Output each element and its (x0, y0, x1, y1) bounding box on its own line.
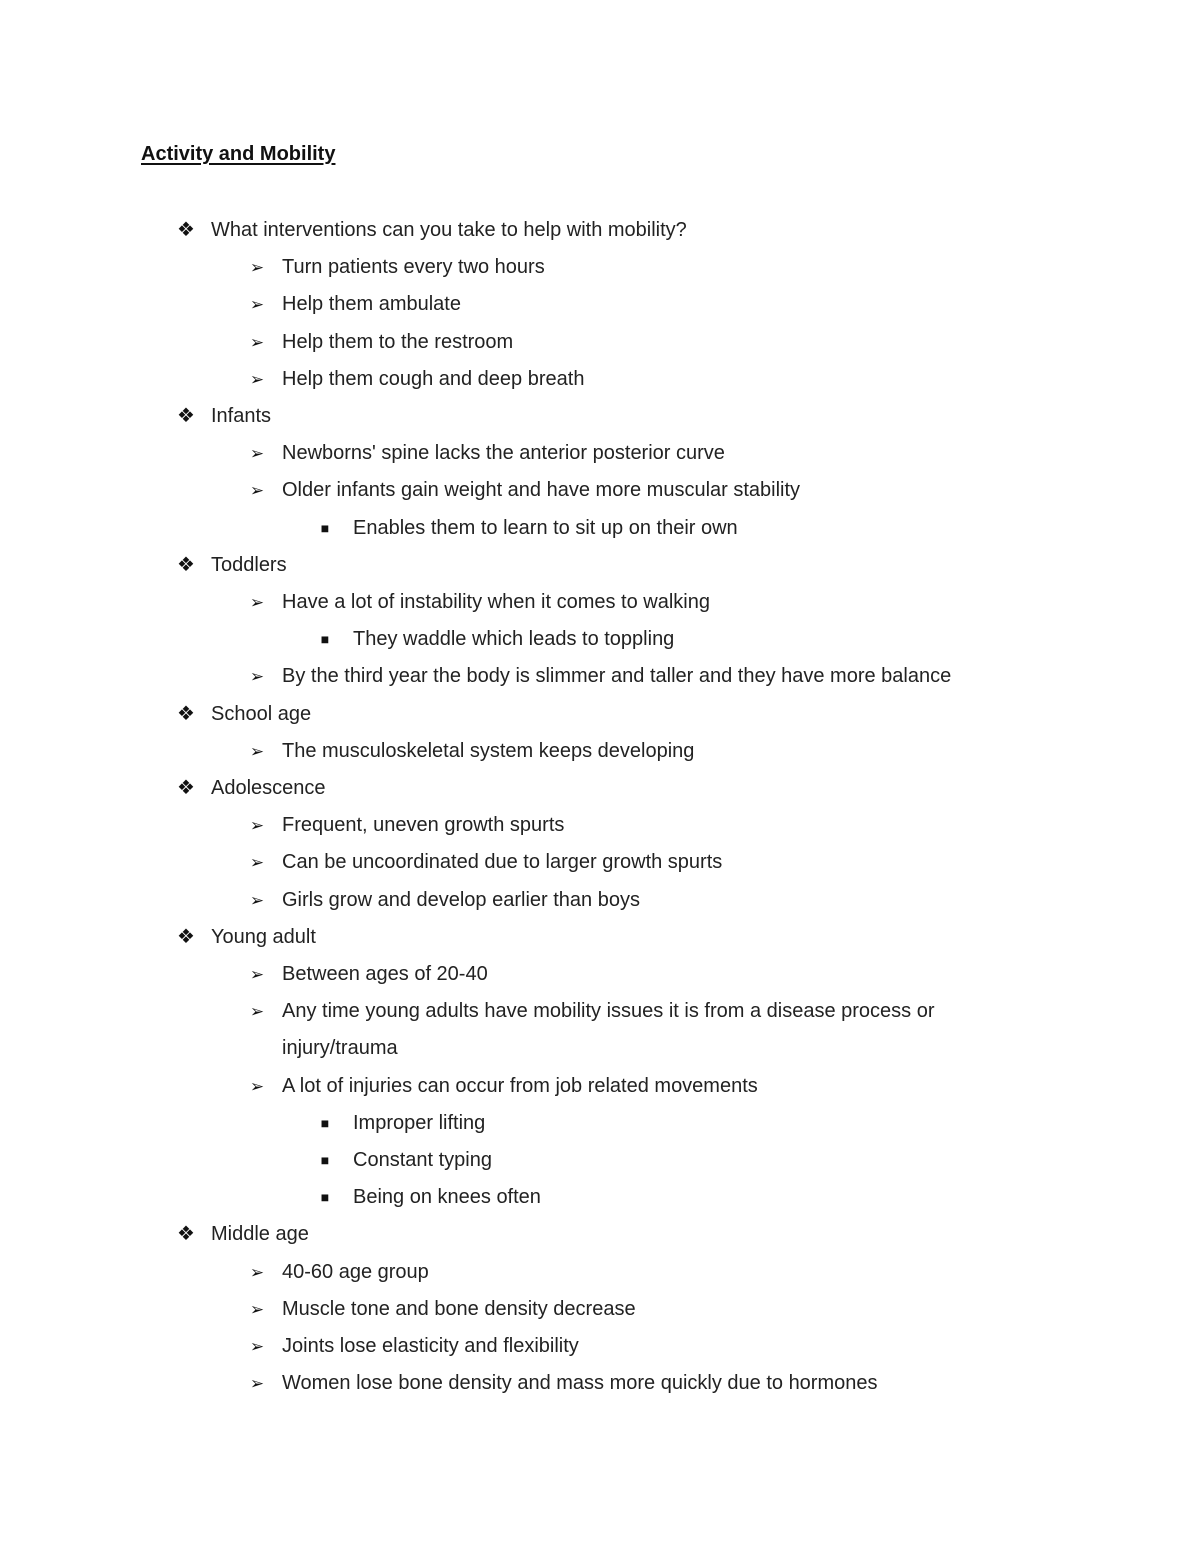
list-item-text: Help them ambulate (282, 293, 461, 316)
list-item-text: Toddlers (211, 553, 287, 576)
list-item-text: Middle age (211, 1223, 309, 1246)
list-item-text: Girls grow and develop earlier than boys (282, 888, 640, 911)
list-item-text: Between ages of 20-40 (282, 963, 488, 986)
arrow-bullet-icon: ➢ (249, 1299, 265, 1319)
square-bullet-icon: ■ (320, 1152, 330, 1169)
list-item (0, 1216, 1200, 1253)
arrow-bullet-icon: ➢ (249, 369, 265, 389)
arrow-bullet-icon: ➢ (249, 258, 265, 278)
list-item (0, 882, 1200, 919)
list-item-text: Can be uncoordinated due to larger growth spurts (282, 851, 723, 874)
arrow-bullet-icon: ➢ (249, 295, 265, 315)
list-item (0, 733, 1200, 770)
list-item-text: Joints lose elasticity and flexibility (282, 1335, 579, 1358)
square-bullet-icon: ■ (320, 1189, 330, 1206)
arrow-bullet-icon: ➢ (249, 816, 265, 836)
list-item-text: Constant typing (353, 1149, 492, 1172)
list-item-text: Help them cough and deep breath (282, 367, 585, 390)
diamond-bullet-icon: ❖ (177, 702, 195, 725)
arrow-bullet-icon: ➢ (249, 332, 265, 352)
list-item-text: Women lose bone density and mass more quickly due to hormones (282, 1372, 878, 1395)
arrow-bullet-icon: ➢ (249, 593, 265, 613)
diamond-bullet-icon: ❖ (177, 553, 195, 576)
list-item (0, 584, 1200, 621)
list-item-text: Improper lifting (353, 1111, 486, 1134)
list-item (0, 844, 1200, 881)
list-item-text: A lot of injuries can occur from job related movements (282, 1074, 758, 1097)
list-item (0, 696, 1200, 733)
list-item (0, 807, 1200, 844)
list-item (0, 993, 1200, 1067)
list-item (0, 1365, 1200, 1402)
list-item-text: They waddle which leads to toppling (353, 628, 675, 651)
list-item (0, 398, 1200, 435)
diamond-bullet-icon: ❖ (177, 925, 195, 948)
diamond-bullet-icon: ❖ (177, 405, 195, 428)
list-item-text: School age (211, 702, 312, 725)
list-item-text: Muscle tone and bone density decrease (282, 1297, 636, 1320)
list-item (0, 212, 1200, 249)
list-item (0, 1142, 1200, 1179)
list-item (0, 1291, 1200, 1328)
list-item (0, 324, 1200, 361)
arrow-bullet-icon: ➢ (249, 890, 265, 910)
list-item-text: Frequent, uneven growth spurts (282, 814, 565, 837)
list-item-text: By the third year the body is slimmer and taller and they have more balance (282, 665, 952, 688)
arrow-bullet-icon: ➢ (249, 481, 265, 501)
square-bullet-icon: ■ (320, 519, 330, 536)
arrow-bullet-icon: ➢ (249, 741, 265, 761)
arrow-bullet-icon: ➢ (249, 1374, 265, 1394)
list-item (0, 510, 1200, 547)
square-bullet-icon: ■ (320, 1114, 330, 1131)
list-item-text: Newborns' spine lacks the anterior posterior curve (282, 442, 725, 465)
arrow-bullet-icon: ➢ (249, 1337, 265, 1357)
list-item-text: Have a lot of instability when it comes to walking (282, 591, 710, 614)
arrow-bullet-icon: ➢ (249, 444, 265, 464)
list-item-text: Older infants gain weight and have more muscular stability (282, 479, 801, 502)
list-item (0, 919, 1200, 956)
list-item-text: What interventions can you take to help with mobility? (211, 219, 687, 241)
list-item-text: Young adult (211, 925, 316, 948)
arrow-bullet-icon: ➢ (249, 853, 265, 873)
list-item-text: Infants (211, 405, 272, 428)
list-item-text: Help them to the restroom (282, 330, 514, 353)
list-item-text: 40-60 age group (282, 1260, 429, 1283)
list-item (0, 621, 1200, 658)
list-item (0, 1105, 1200, 1142)
list-item (0, 547, 1200, 584)
arrow-bullet-icon: ➢ (249, 965, 265, 985)
list-item (0, 472, 1200, 509)
list-item-text: Adolescence (211, 777, 326, 800)
list-item (0, 658, 1200, 695)
diamond-bullet-icon: ❖ (177, 219, 195, 241)
list-item (0, 1328, 1200, 1365)
list-item-text: Being on knees often (353, 1186, 541, 1209)
list-item-text: The musculoskeletal system keeps developing (282, 739, 695, 762)
list-item (0, 770, 1200, 807)
list-item (0, 286, 1200, 323)
list-item (0, 435, 1200, 472)
arrow-bullet-icon: ➢ (249, 667, 265, 687)
arrow-bullet-icon: ➢ (249, 1262, 265, 1282)
list-item (0, 361, 1200, 398)
list-item-text: Turn patients every two hours (282, 256, 545, 279)
list-item (0, 956, 1200, 993)
list-item (0, 1068, 1200, 1105)
list-item-text: Enables them to learn to sit up on their own (353, 516, 738, 539)
list-item-text: Any time young adults have mobility issues it is from a disease process or injury/trauma (282, 1000, 935, 1060)
list-item (0, 1254, 1200, 1291)
arrow-bullet-icon: ➢ (249, 1076, 265, 1096)
diamond-bullet-icon: ❖ (177, 1223, 195, 1246)
square-bullet-icon: ■ (320, 631, 330, 648)
diamond-bullet-icon: ❖ (177, 777, 195, 800)
outline-list (0, 212, 1200, 1403)
document-title: Activity and Mobility (141, 143, 336, 165)
arrow-bullet-icon: ➢ (249, 1002, 265, 1022)
list-item (0, 249, 1200, 286)
list-item (0, 1179, 1200, 1216)
